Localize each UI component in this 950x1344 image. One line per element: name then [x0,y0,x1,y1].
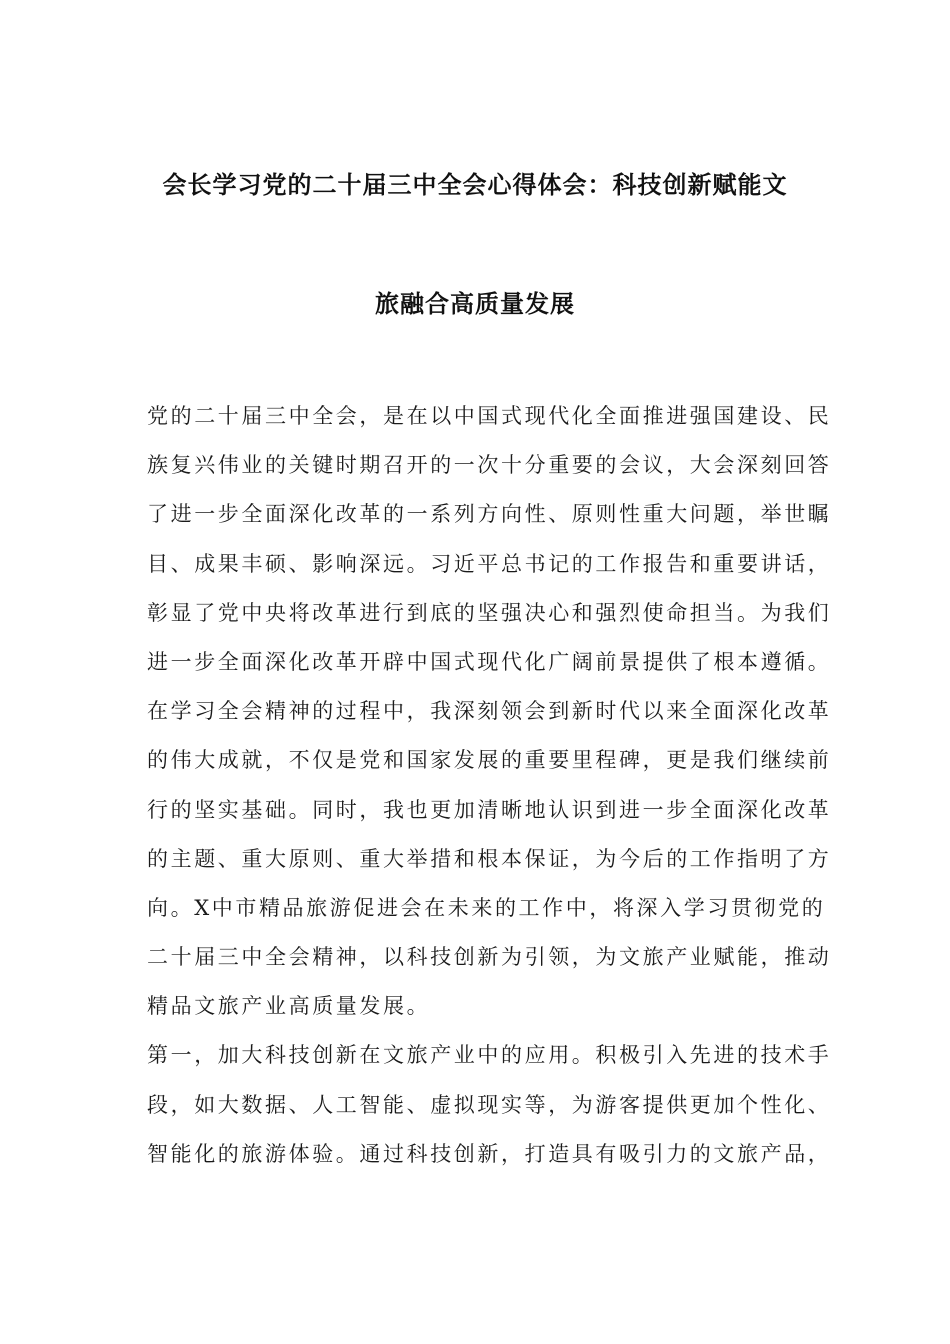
body-line: 第一，加大科技创新在文旅产业中的应用。积极引入先进的技术手 [147,1043,832,1068]
body-line: 的主题、重大原则、重大举措和根本保证，为今后的工作指明了方 [147,846,832,871]
body-line: 段，如大数据、人工智能、虚拟现实等，为游客提供更加个性化、 [147,1092,832,1117]
document-body [147,398,832,1185]
body-line: 智能化的旅游体验。通过科技创新，打造具有吸引力的文旅产品， [147,1141,832,1166]
body-line: 党的二十届三中全会，是在以中国式现代化全面推进强国建设、民 [147,404,832,428]
body-line: 了进一步全面深化改革的一系列方向性、原则性重大问题，举世瞩 [147,502,832,527]
body-line: 族复兴伟业的关键时期召开的一次十分重要的会议，大会深刻回答 [147,453,832,478]
body-line: 进一步全面深化改革开辟中国式现代化广阔前景提供了根本遵循。 [147,649,832,674]
document-title-line-1: 会长学习党的二十届三中全会心得体会：科技创新赋能文 [162,170,788,199]
body-line: 精品文旅产业高质量发展。 [147,994,431,1019]
body-line: 目、成果丰硕、影响深远。习近平总书记的工作报告和重要讲话， [147,551,832,576]
body-line: 在学习全会精神的过程中，我深刻领会到新时代以来全面深化改革 [147,699,832,724]
body-line: 二十届三中全会精神，以科技创新为引领，为文旅产业赋能，推动 [147,945,832,970]
document-title-line-2: 旅融合高质量发展 [375,289,575,318]
body-line: 的伟大成就，不仅是党和国家发展的重要里程碑，更是我们继续前 [147,748,832,773]
body-line: 彰显了党中央将改革进行到底的坚强决心和强烈使命担当。为我们 [147,600,832,625]
body-line: 向。X中市精品旅游促进会在未来的工作中，将深入学习贯彻党的 [147,895,826,920]
body-line: 行的坚实基础。同时，我也更加清晰地认识到进一步全面深化改革 [147,797,832,822]
